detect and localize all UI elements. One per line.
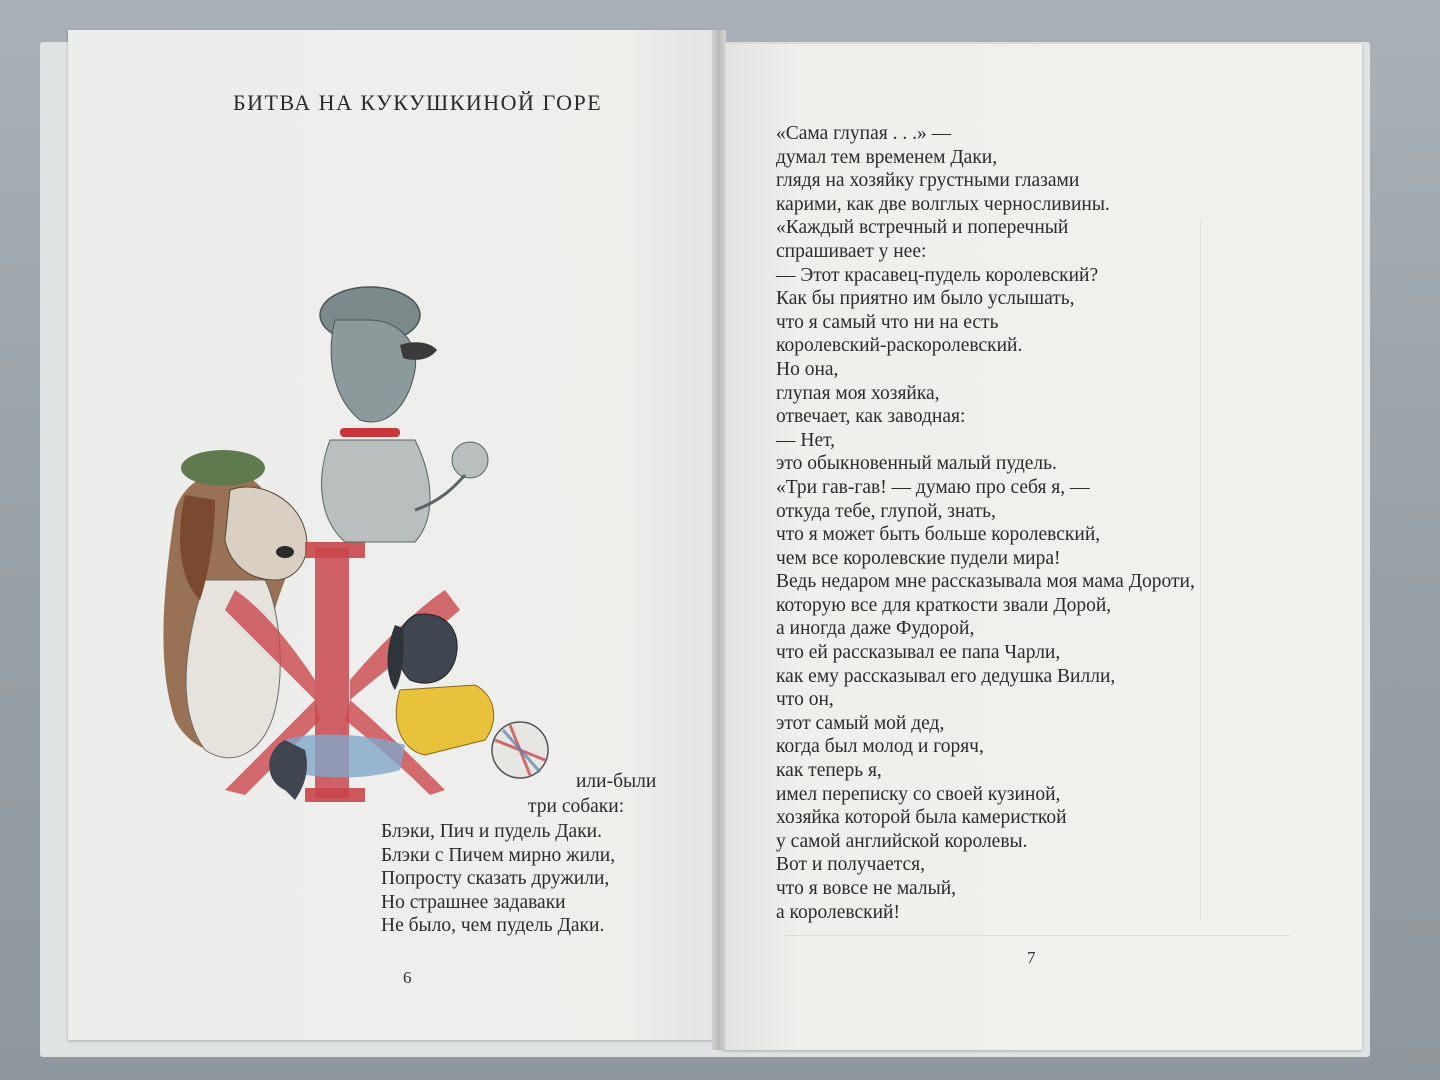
bleed-through-art [1200, 220, 1311, 920]
verse-line: — Этот красавец-пудель королевский? [776, 264, 1099, 286]
page-number-left: 6 [403, 968, 412, 987]
verse-line: а королевский! [776, 901, 900, 923]
verse-line: Не было, чем пудель Даки. [381, 915, 605, 937]
verse-line: откуда тебе, глупой, знать, [776, 500, 996, 522]
verse-line: Вот и получается, [776, 854, 925, 876]
verse-line: как ему рассказывал его дедушка Вилли, [776, 665, 1116, 687]
verse-line: спрашивает у нее: [776, 240, 927, 262]
verse-line: глядя на хозяйку грустными глазами [776, 170, 1080, 192]
dogs-illustration [145, 280, 565, 820]
left-verse [381, 820, 615, 938]
intro-line-1: или-были [576, 771, 657, 792]
verse-line: этот самый мой дед, [776, 712, 945, 734]
verse-line: Попросту сказать дружили, [381, 868, 610, 890]
page-number-right: 7 [1027, 948, 1036, 967]
verse-line: Как бы приятно им было услышать, [776, 288, 1075, 310]
verse-line: что я вовсе не малый, [776, 878, 957, 899]
verse-line: Но страшнее задаваки [381, 891, 566, 913]
book-gutter [712, 30, 726, 1050]
verse-line: когда был молод и горяч, [776, 736, 984, 758]
verse-line: что я может быть больше королевский, [776, 524, 1101, 546]
verse-line: Блэки с Пичем мирно жили, [381, 844, 616, 866]
verse-line: карими, как две волглых черносливины. [776, 193, 1110, 215]
verse-line: у самой английской королевы. [776, 830, 1028, 852]
verse-line: это обыкновенный малый пудель. [776, 453, 1057, 475]
verse-line: — Нет, [776, 429, 836, 451]
verse-line: Но она, [776, 358, 839, 380]
verse-line: которую все для краткости звали Дорой, [776, 594, 1112, 616]
verse-line: что ей рассказывал ее папа Чарли, [776, 642, 1061, 664]
verse-line: а иногда даже Фудорой, [776, 618, 975, 640]
chapter-title: БИТВА НА КУКУШКИНОЙ ГОРЕ [233, 90, 603, 115]
right-verse [776, 122, 1195, 924]
verse-line: королевский-раскоролевский. [776, 335, 1023, 357]
verse-line: думал тем временем Даки, [776, 146, 998, 168]
verse-line: отвечает, как заводная: [776, 406, 966, 428]
verse-line: чем все королевские пудели мира! [776, 547, 1061, 569]
verse-line: что я самый что ни на есть [776, 311, 999, 333]
verse-line: Ведь недаром мне рассказывала моя мама Дороти, [776, 571, 1195, 593]
verse-line: «Сама глупая . . .» — [776, 123, 952, 144]
verse-line: хозяйка которой была камеристкой [776, 807, 1067, 829]
poodle-dog [320, 287, 488, 542]
verse-line: «Три гав-гав! — думаю про себя я, — [776, 476, 1090, 498]
bleed-through-text [440, 120, 452, 162]
verse-line: что он, [776, 689, 834, 711]
verse-line: как теперь я, [776, 760, 882, 782]
intro-line-2: три собаки: [528, 796, 625, 817]
verse-line: Блэки, Пич и пудель Даки. [381, 821, 602, 842]
verse-line: «Каждый встречный и поперечный [776, 217, 1069, 239]
verse-line: имел переписку со своей кузиной, [776, 783, 1061, 805]
verse-line: глупая моя хозяйка, [776, 382, 940, 404]
